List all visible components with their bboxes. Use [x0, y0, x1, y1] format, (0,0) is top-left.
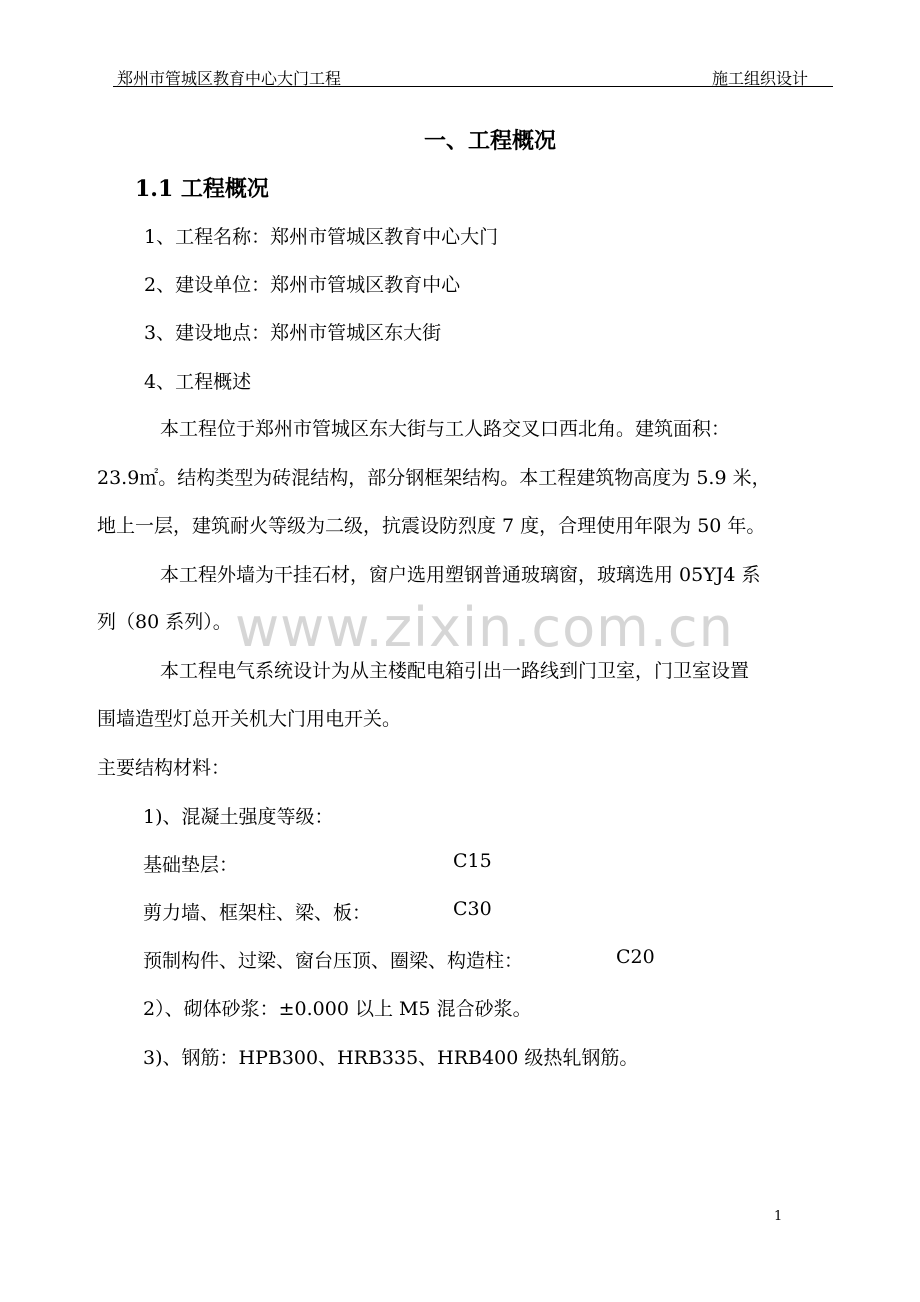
rebar-spec: 3)、钢筋：HPB300、HRB335、HRB400 级热轧钢筋。	[143, 1047, 639, 1069]
item-construction-unit: 2、建设单位：郑州市管城区教育中心	[144, 274, 461, 296]
material-grade: C30	[453, 898, 492, 920]
concrete-heading: 1)、混凝土强度等级：	[143, 806, 334, 828]
materials-heading: 主要结构材料：	[97, 757, 231, 779]
paragraph-line: 本工程外墙为干挂石材，窗户选用塑钢普通玻璃窗，玻璃选用 05YJ4 系	[160, 564, 761, 586]
header-document-type: 施工组织设计	[712, 69, 809, 88]
paragraph-line: 本工程电气系统设计为从主楼配电箱引出一路线到门卫室，门卫室设置	[160, 660, 750, 682]
subsection-title: 1.1 工程概况	[135, 176, 269, 202]
material-label: 基础垫层：	[143, 854, 239, 876]
header-document-title: 郑州市管城区教育中心大门工程	[117, 69, 342, 88]
item-project-name: 1、工程名称：郑州市管城区教育中心大门	[144, 226, 499, 248]
material-label: 预制构件、过梁、窗台压顶、圈梁、构造柱：	[143, 950, 524, 972]
page-number: 1	[774, 1209, 783, 1224]
material-grade: C20	[616, 946, 655, 968]
material-grade: C15	[453, 850, 492, 872]
material-label: 剪力墙、框架柱、梁、板：	[143, 902, 372, 924]
paragraph-line: 地上一层，建筑耐火等级为二级，抗震设防烈度 7 度，合理使用年限为 50 年。	[97, 515, 766, 537]
item-construction-location: 3、建设地点：郑州市管城区东大街	[144, 322, 442, 344]
mortar-spec: 2）、砌体砂浆：±0.000 以上 M5 混合砂浆。	[143, 998, 532, 1020]
paragraph-line: 列（80 系列）。	[97, 611, 232, 633]
paragraph-line: 23.9㎡。结构类型为砖混结构，部分钢框架结构。本工程建筑物高度为 5.9 米，	[97, 467, 771, 489]
paragraph-line: 围墙造型灯总开关机大门用电开关。	[97, 708, 402, 730]
paragraph-line: 本工程位于郑州市管城区东大街与工人路交叉口西北角。建筑面积：	[160, 418, 731, 440]
section-title: 一、工程概况	[423, 128, 556, 154]
item-project-overview: 4、工程概述	[144, 371, 252, 393]
header-rule	[113, 86, 833, 87]
watermark: www.zixin.com.cn	[235, 596, 734, 659]
